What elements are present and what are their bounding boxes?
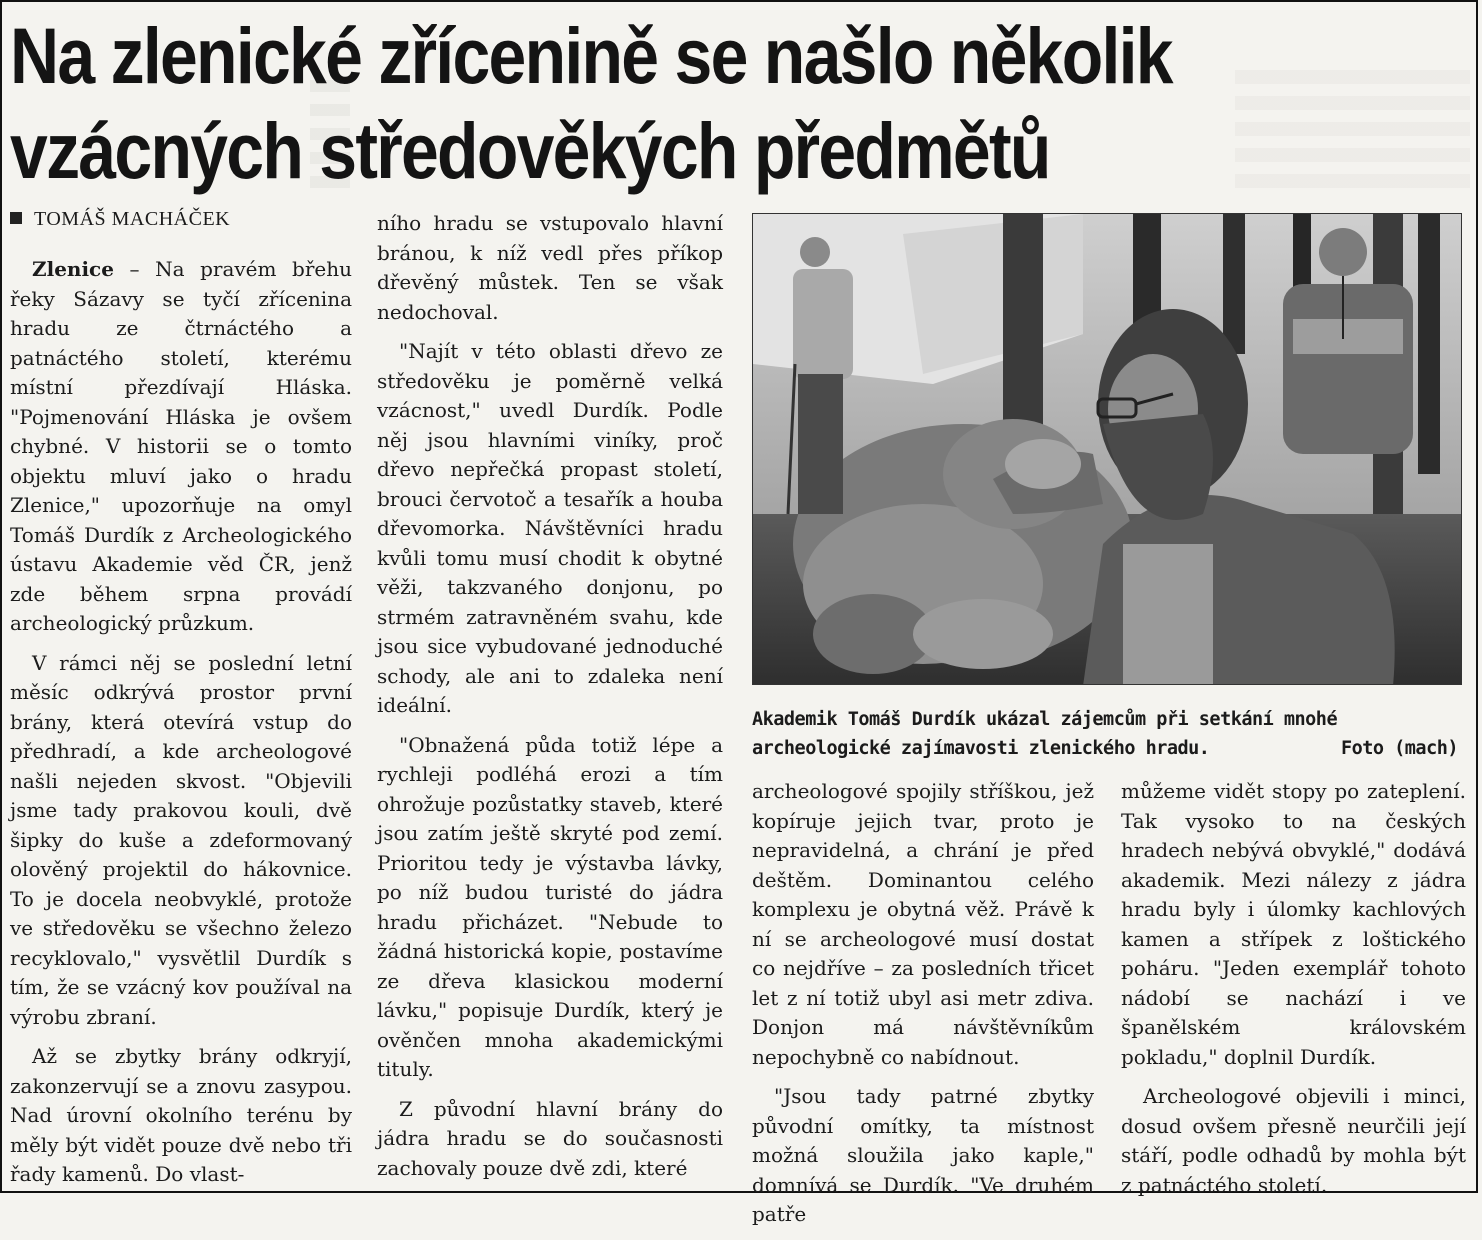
- headline: [10, 8, 1266, 198]
- headline-line-2: vzácných středověkých předmětů: [10, 106, 1050, 195]
- article-photo: [752, 213, 1462, 685]
- article-column-4: [1121, 777, 1466, 1210]
- caption-text: Akademik Tomáš Durdík ukázal zájemcům při setkání mnohé archeologické zajímavosti zlenického hradu.: [752, 709, 1338, 759]
- article-column-1: [10, 255, 352, 1200]
- photo-illustration: [753, 214, 1462, 685]
- paragraph-text: – Na pravém břehu řeky Sázavy se tyčí zřícenina hradu ze čtrnáctého a patnáctého století, kterému místní přezdívají Hláska. "Pojmenování Hláska je ovšem chybné. V historii se o tomto objektu mluví jako o hradu Zlenice," upozorňuje na omyl Tomáš Durdík z Archeologického ústavu Akademie věd ČR, jenž zde během srpna provádí archeologický průzkum.: [10, 257, 352, 635]
- photo-caption: [752, 705, 1458, 763]
- bleed-through-text: [1235, 70, 1470, 200]
- article-column-2: [377, 209, 723, 1193]
- photo-credit: Foto (mach): [1340, 738, 1458, 759]
- paragraph: archeologové spojily stříškou, jež kopíruje jejich tvar, proto je nepravidelná, a chrání je před deštěm. Dominantou celého komplexu je obytná věž. Právě k ní se archeologové musí dostat co nejdříve – za posledních třicet let z ní totiž ubyl asi metr zdiva. Donjon má návštěvníkům nepochybně co nabídnout.: [752, 779, 1094, 1069]
- paragraph: V rámci něj se poslední letní měsíc odkrývá prostor první brány, která otevírá vstup do předhradí, a kde archeologové našli nejeden skvost. "Objevili jsme tady prakovou kouli, dvě šipky do kuše a zdeformovaný olověný projektil do hákovnice. To je docela neobvyklé, protože ve středověku se všechno železo recyklovalo," vysvětlil Durdík s tím, že se vzácný kov používal na výrobu zbraní.: [10, 650, 352, 1029]
- paragraph: Archeologové objevili i minci, dosud ovšem přesně neurčili její stáří, podle odhadů by mohla být z patnáctého století.: [1121, 1084, 1466, 1197]
- byline-square-icon: [10, 212, 22, 224]
- headline-line-1: Na zlenické zřícenině se našlo několik: [10, 11, 1172, 100]
- paragraph: můžeme vidět stopy po zateplení. Tak vysoko to na českých hradech nebývá obvyklé," dodává akademik. Mezi nálezy z jádra hradu byly i úlomky kachlových kamen a střípek z loštického poháru. "Jeden exemplář tohoto nádobí se nachází i ve španělském královském pokladu," doplnil Durdík.: [1121, 779, 1466, 1069]
- paragraph: "Najít v této oblasti dřevo ze středověku je poměrně velká vzácnost," uvedl Durdík. Podle něj jsou hlavními viníky, proč dřevo nepřečká propast století, brouci červotoč a tesařík a houba dřevomorka. Návštěvníci hradu kvůli tomu musí chodit k obytné věži, takzvaného donjonu, po strmém zatravněném svahu, kde jsou sice vybudované jednoduché schody, ale ani to zdaleka není ideální.: [377, 339, 723, 717]
- author-name: TOMÁŠ MACHÁČEK: [34, 208, 231, 230]
- byline: [10, 208, 230, 231]
- paragraph: Až se zbytky brány odkryjí, zakonzervují se a znovu zasypou. Nad úrovní okolního terénu by měly být vidět pouze dvě nebo tři řady kamenů. Do vlast-: [10, 1044, 352, 1186]
- paragraph: "Jsou tady patrné zbytky původní omítky, ta místnost možná sloužila jako kaple," domnívá se Durdík. "Ve druhém patře: [752, 1084, 1094, 1226]
- paragraph: "Obnažená půda totiž lépe a rychleji podléhá erozi a tím ohrožuje pozůstatky staveb, které jsou zatím ještě skryté pod zemí. Prioritou tedy je výstavba lávky, po níž budou turisté do jádra hradu přicházet. "Nebude to žádná historická kopie, postavíme ze dřeva klasickou moderní lávku," popisuje Durdík, který je ověnčen mnoha akademickými tituly.: [377, 732, 723, 1081]
- paragraph: [10, 255, 352, 639]
- article-column-3: [752, 777, 1094, 1240]
- dateline: Zlenice: [32, 257, 114, 281]
- paragraph: Z původní hlavní brány do jádra hradu se do současnosti zachovaly pouze dvě zdi, které: [377, 1096, 723, 1180]
- paragraph: ního hradu se vstupovalo hlavní bránou, k níž vedl přes příkop dřevěný můstek. Ten se však nedochoval.: [377, 211, 723, 324]
